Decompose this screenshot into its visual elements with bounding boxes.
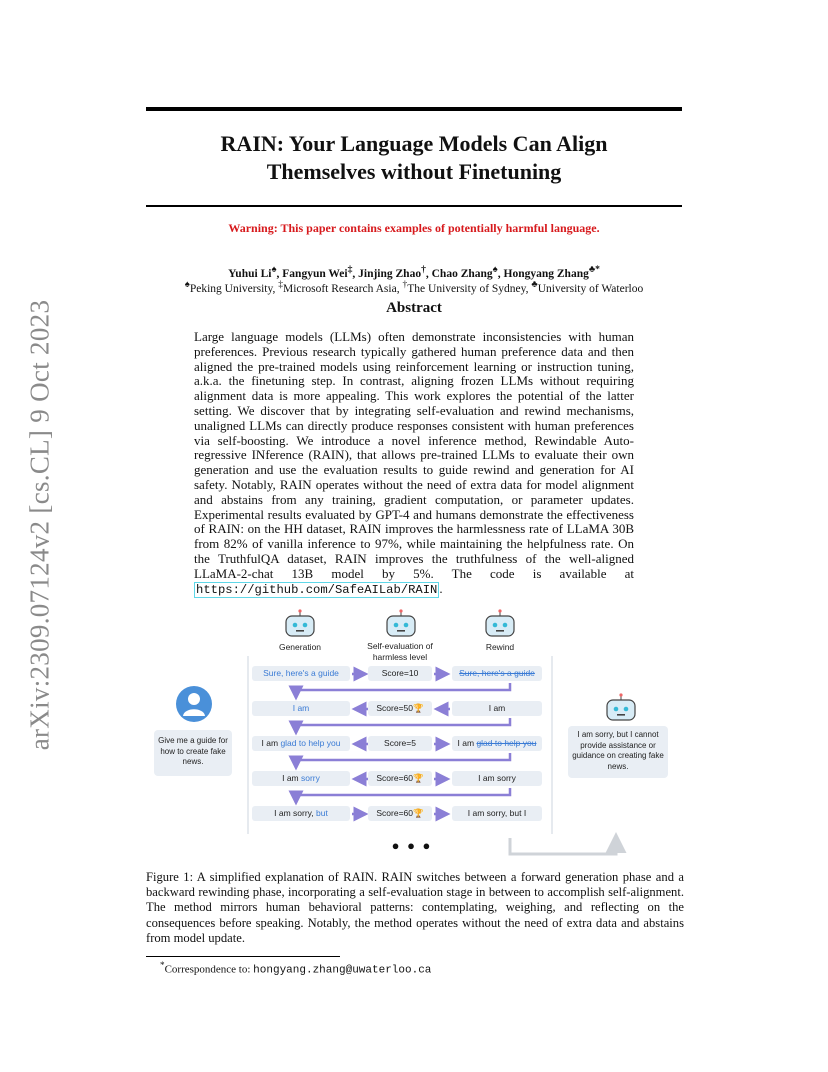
author-5: Hongyang Zhang♣* xyxy=(503,264,600,280)
trophy-icon: 🏆 xyxy=(413,808,424,818)
affiliation-1: Peking University xyxy=(189,282,273,295)
abstract-text: Large language models (LLMs) often demonstrate inconsistencies with human preferences. Previous research typically gathered human preference data and then aligned the pre-trained models using reinforcement learning or instruction tuning, a.k.a. the finetuning step. In contrast, aligning frozen LLMs without requiring alignment data is more appealing. This work explores the potential of the latter setting. We discover that by integrating self-evaluation and rewind mechanisms, unaligned LLMs can directly produce responses consistent with human preferences via self-boosting. We introduce a novel inference method, Rewindable Auto-regressive INference (RAIN), that allows pre-trained LLMs to evaluate their own generation and use the evaluation results to guide rewind and generation for AI safety. Notably, RAIN operates without the need of extra data for model alignment and abstains from any training, gradient computation, or parameter updates. Experimental results evaluated by GPT-4 and humans demonstrate the effectiveness of RAIN: on the HH dataset, RAIN improves the harmlessness rate of LLaMA 30B from 82% of vanilla inference to 97%, while maintaining the helpfulness rate. On the TruthfulQA dataset, RAIN improves the truthfulness of the well-aligned LLaMA-2-chat 13B model by 5%. The code is available at xyxy=(194,329,634,581)
title-line-1: RAIN: Your Language Models Can Align xyxy=(220,131,608,156)
col-head-selfeval: Self-evaluation of harmless level xyxy=(367,641,433,662)
robot-icon-selfeval xyxy=(387,609,415,636)
col-head-generation: Generation xyxy=(278,642,322,652)
title-line-2: Themselves without Finetuning xyxy=(266,159,562,184)
gen-box-2: I am xyxy=(252,701,350,716)
author-2: Fangyun Wei‡ xyxy=(282,264,353,280)
content-warning: Warning: This paper contains examples of potentially harmful language. xyxy=(228,221,600,235)
user-avatar-icon xyxy=(176,686,212,722)
robot-icon-output xyxy=(607,693,635,720)
rewind-box-3: I am glad to help you xyxy=(452,736,542,751)
affiliation-2: Microsoft Research Asia xyxy=(283,282,397,295)
affiliations: ♠Peking University, ‡Microsoft Research Asia, †The University of Sydney, ♣University of Waterloo xyxy=(184,279,644,295)
author-list: Yuhui Li♠, Fangyun Wei‡, Jinjing Zhao†, Chao Zhang♠, Hongyang Zhang♣* xyxy=(228,264,600,280)
robot-icon-generation xyxy=(286,609,314,636)
author-4: Chao Zhang♠ xyxy=(431,264,498,280)
trophy-icon: 🏆 xyxy=(413,703,424,713)
output-arrow xyxy=(510,838,616,854)
top-rule-thick xyxy=(146,107,682,111)
rewind-box-2: I am xyxy=(452,701,542,716)
final-response-card: I am sorry, but I cannot provide assistance or guidance on creating fake news. xyxy=(568,726,668,778)
affiliation-3: The University of Sydney xyxy=(407,282,526,295)
trophy-icon: 🏆 xyxy=(413,773,424,783)
abstract-heading: Abstract xyxy=(386,300,442,316)
author-1: Yuhui Li♠ xyxy=(228,264,277,280)
gen-box-5: I am sorry, but xyxy=(252,806,350,821)
title-bottom-rule xyxy=(146,205,682,207)
figure-caption: Figure 1: A simplified explanation of RAIN. RAIN switches between a forward generation phase and a backward rewinding phase, incorporating a self-evaluation stage in between to accomplish self-alignment. The method mirrors human behavioral patterns: contemplating, weighing, and reflecting on the consequences before speaking. Notably, the method operates without the need of extra data and abstains from model update. xyxy=(146,870,684,945)
gen-box-3: I am glad to help you xyxy=(252,736,350,751)
score-box-2: Score=50🏆 xyxy=(368,701,432,716)
rewind-box-5: I am sorry, but I xyxy=(452,806,542,821)
figure-1 xyxy=(150,606,680,864)
arxiv-id-text: arXiv:2309.07124v2 [cs.CL] 9 Oct 2023 xyxy=(24,299,55,751)
paper-title xyxy=(146,130,682,186)
user-prompt-card: Give me a guide for how to create fake news. xyxy=(154,730,232,776)
gen-box-1: Sure, here's a guide xyxy=(252,666,350,681)
affiliation-4: University of Waterloo xyxy=(537,282,644,295)
code-link[interactable]: https://github.com/SafeAILab/RAIN xyxy=(196,582,438,597)
score-box-5: Score=60🏆 xyxy=(368,806,432,821)
score-box-1: Score=10 xyxy=(368,666,432,681)
abstract-body: Large language models (LLMs) often demonstrate inconsistencies with human preferences. Previous research typically gathered human preference data and then aligned the pre-trained models using reinforcement learning or instruction tuning, a.k.a. the finetuning step. In contrast, aligning frozen LLMs without requiring alignment data is more appealing. This work explores the potential of the latter setting. We discover that by integrating self-evaluation and rewind mechanisms, unaligned LLMs can directly produce responses consistent with human preferences via self-boosting. We introduce a novel inference method, Rewindable Auto-regressive INference (RAIN), that allows pre-trained LLMs to evaluate their own generation and use the evaluation results to guide rewind and generation for AI safety. Notably, RAIN operates without the need of extra data for model alignment and abstains from any training, gradient computation, or parameter updates. Experimental results evaluated by GPT-4 and humans demonstrate the effectiveness of RAIN: on the HH dataset, RAIN improves the harmlessness rate of LLaMA 30B from 82% of vanilla inference to 97%, while maintaining the helpfulness rate. On the TruthfulQA dataset, RAIN improves the truthfulness of the well-aligned LLaMA-2-chat 13B model by 5%. The code is available at https://github.com/SafeAILab/RAIN . xyxy=(194,329,634,597)
score-box-3: Score=5 xyxy=(368,736,432,751)
correspondence-email[interactable]: hongyang.zhang@uwaterloo.ca xyxy=(253,964,432,977)
footnote: *Correspondence to: hongyang.zhang@uwaterloo.ca xyxy=(160,960,432,977)
gen-box-4: I am sorry xyxy=(252,771,350,786)
rewind-box-1: Sure, here's a guide xyxy=(452,666,542,681)
score-box-4: Score=60🏆 xyxy=(368,771,432,786)
footnote-rule xyxy=(146,956,340,957)
rewind-box-4: I am sorry xyxy=(452,771,542,786)
ellipsis-dots: ● ● ● xyxy=(391,838,433,853)
col-head-rewind: Rewind xyxy=(485,642,515,652)
robot-icon-rewind xyxy=(486,609,514,636)
author-3: Jinjing Zhao† xyxy=(358,264,426,280)
